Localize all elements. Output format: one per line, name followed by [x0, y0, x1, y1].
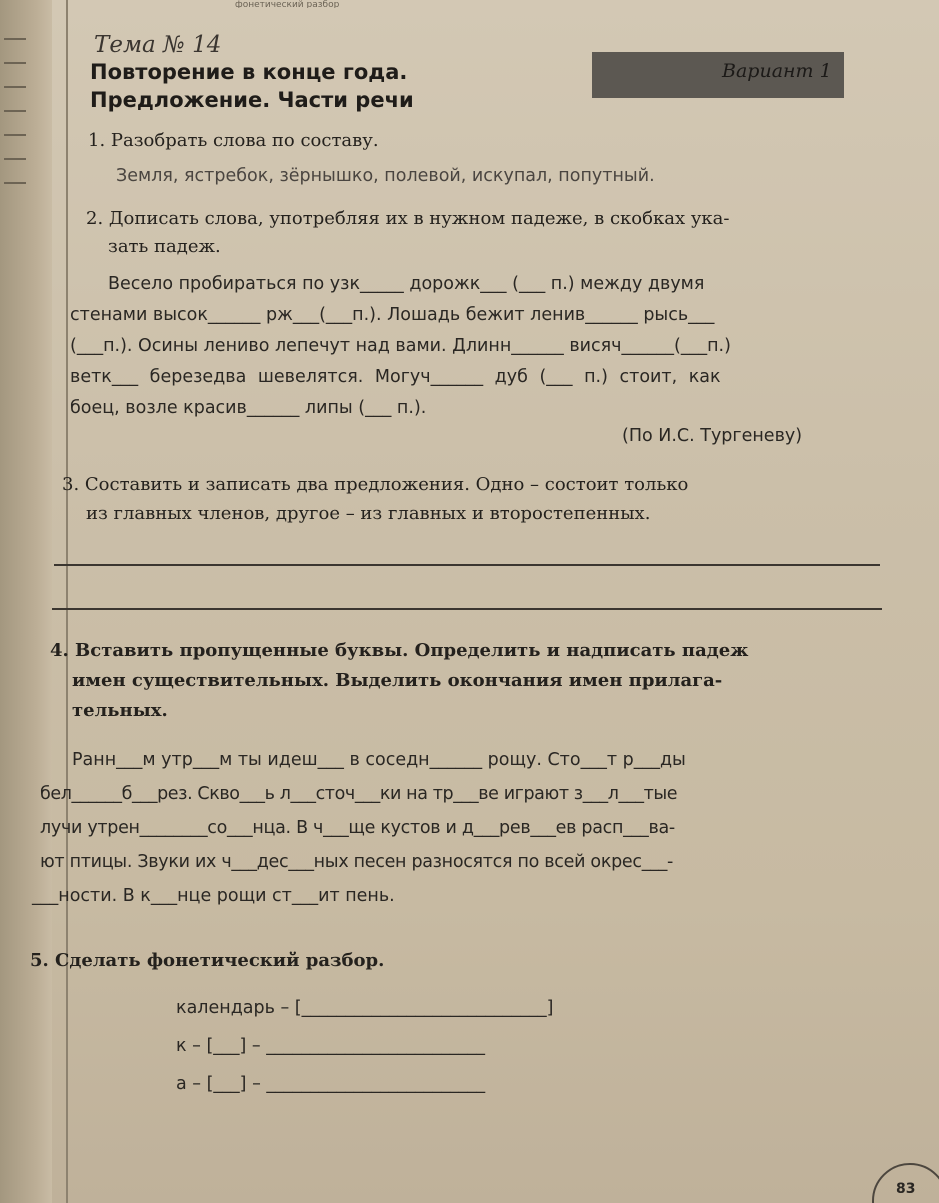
top-strip-text: фонетический разбор — [235, 0, 340, 8]
phonetic-line-word: календарь – [____________________________] — [176, 998, 554, 1018]
task-3-instruction-line-1: 3. Составить и записать два предложения. Одно – состоит только — [62, 474, 689, 495]
answer-line — [54, 564, 880, 566]
task-4-text-line: Ранн___м утр___м ты идеш___ в соседн______ рощу. Сто___т р___ды — [72, 750, 686, 770]
task-2-source: (По И.С. Тургеневу) — [622, 426, 803, 446]
phonetic-line-k: к – [___] – _________________________ — [176, 1036, 485, 1056]
page-spine — [66, 0, 68, 1203]
task-2-text-line: боец, возле красив______ липы (___ п.). — [70, 398, 427, 418]
task-4-instruction-line-2: имен существительных. Выделить окончания имен прилага- — [72, 670, 723, 691]
gutter-line — [4, 158, 26, 160]
gutter-line — [4, 182, 26, 184]
variant-label: Вариант 1 — [722, 60, 832, 82]
previous-page-edge — [0, 0, 52, 1203]
task-1-instruction: 1. Разобрать слова по составу. — [88, 130, 379, 151]
page-number-badge — [872, 1163, 939, 1203]
gutter-line — [4, 110, 26, 112]
task-4-text-line: лучи утрен________со___нца. В ч___ще кустов и д___рев___ев расп___ва- — [40, 818, 675, 838]
task-2-text-line: (___п.). Осины лениво лепечут над вами. Длинн______ висяч______(___п.) — [70, 336, 731, 356]
task-4-instruction-line-1: 4. Вставить пропущенные буквы. Определить и надписать падеж — [50, 640, 749, 661]
gutter-line — [4, 134, 26, 136]
variant-badge — [592, 52, 844, 98]
task-5-instruction: 5. Сделать фонетический разбор. — [30, 950, 385, 971]
task-4-text-line: ___ности. В к___нце рощи ст___ит пень. — [32, 886, 395, 906]
task-1-words: Земля, ястребок, зёрнышко, полевой, искупал, попутный. — [116, 166, 655, 186]
phonetic-line-a: а – [___] – _________________________ — [176, 1074, 486, 1094]
task-2-text-line: ветк___ березедва шевелятся. Могуч______ дуб (___ п.) стоит, как — [70, 367, 721, 387]
title-line-1: Повторение в конце года. — [90, 60, 408, 84]
task-2-instruction-line-1: 2. Дописать слова, употребляя их в нужном падеже, в скобках ука- — [86, 208, 730, 229]
title-line-2: Предложение. Части речи — [90, 88, 414, 112]
page-number: 83 — [896, 1181, 916, 1197]
task-2-text-line: Весело пробираться по узк_____ дорожк___ (___ п.) между двумя — [108, 274, 705, 294]
task-4-text-line: ют птицы. Звуки их ч___дес___ных песен разносятся по всей окрес___- — [40, 852, 674, 872]
task-4-text-line: бел______б___рез. Скво___ь л___сточ___ки на тр___ве играют з___л___тые — [40, 784, 678, 804]
gutter-line — [4, 62, 26, 64]
answer-line — [52, 608, 882, 610]
task-2-instruction-line-2: зать падеж. — [108, 236, 221, 257]
topic-number: Тема № 14 — [94, 32, 222, 58]
gutter-line — [4, 38, 26, 40]
task-2-text-line: стенами высок______ рж___(___п.). Лошадь бежит ленив______ рысь___ — [70, 305, 715, 325]
task-4-instruction-line-3: тельных. — [72, 700, 168, 721]
gutter-line — [4, 86, 26, 88]
task-3-instruction-line-2: из главных членов, другое – из главных и второстепенных. — [86, 503, 651, 524]
